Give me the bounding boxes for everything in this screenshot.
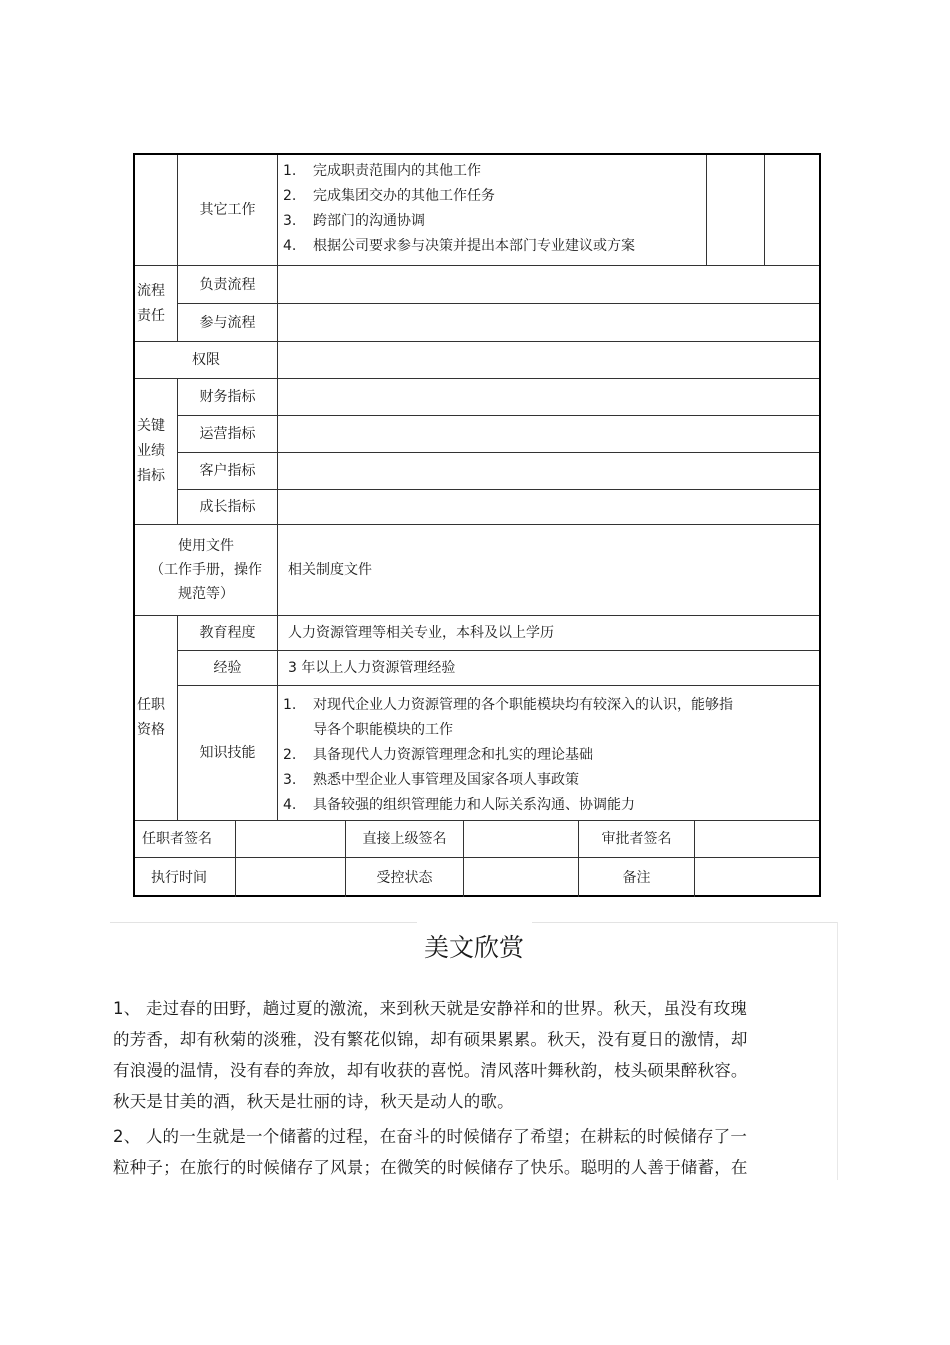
list-item bbox=[283, 768, 813, 793]
list-item-line: 熟悉中型企业人事管理及国家各项人事政策 bbox=[313, 772, 579, 788]
list-item-text: 完成集团交办的其他工作任务 bbox=[313, 188, 495, 204]
growth-kpi-label: 成长指标 bbox=[199, 499, 256, 515]
essay-frame-top-right bbox=[532, 922, 838, 923]
kpi-group-char-1: 关键 bbox=[137, 418, 165, 434]
documents-value: 相关制度文件 bbox=[288, 562, 372, 578]
documents-label-line-3: 规范等） bbox=[178, 586, 234, 602]
kpi-group-char-2: 业绩 bbox=[137, 443, 165, 459]
list-item-text bbox=[313, 693, 733, 743]
skills-label: 知识技能 bbox=[199, 745, 256, 761]
process-group-char-2: 责任 bbox=[137, 307, 165, 324]
list-item-line: 导各个职能模块的工作 bbox=[313, 722, 453, 738]
list-item bbox=[283, 209, 703, 234]
essay-line-3: 有浪漫的温情，没有春的奔放，却有收获的喜悦。清风落叶舞秋韵，枝头硕果醉秋容。 bbox=[113, 1061, 748, 1080]
job-description-table bbox=[133, 153, 821, 897]
responsible-process-label: 负责流程 bbox=[199, 276, 256, 293]
control-status-field[interactable] bbox=[464, 858, 578, 897]
education-value: 人力资源管理等相关专业，本科及以上学历 bbox=[288, 625, 554, 641]
list-item-line: 具备较强的组织管理能力和人际关系沟通、协调能力 bbox=[313, 797, 635, 813]
kpi-group-char-3: 指标 bbox=[137, 468, 165, 484]
essay-line-4: 秋天是甘美的酒，秋天是壮丽的诗，秋天是动人的歌。 bbox=[113, 1092, 514, 1111]
remarks-label: 备注 bbox=[622, 869, 651, 886]
list-item-number: 2. bbox=[283, 747, 297, 763]
qualification-group-char-2: 资格 bbox=[137, 722, 165, 738]
list-item bbox=[283, 743, 813, 768]
list-item-text bbox=[313, 793, 635, 818]
list-item-number: 2. bbox=[283, 188, 297, 204]
list-item-text: 跨部门的沟通协调 bbox=[313, 213, 425, 229]
list-item-line: 对现代企业人力资源管理的各个职能模块均有较深入的认识，能够指 bbox=[313, 697, 733, 713]
essay-line-1: 1、 走过春的田野，趟过夏的激流，来到秋天就是安静祥和的世界。秋天，虽没有玫瑰 bbox=[113, 999, 748, 1018]
finance-kpi-label: 财务指标 bbox=[199, 389, 256, 405]
list-item-number: 1. bbox=[283, 163, 297, 179]
documents-label-line-2: （工作手册，操作 bbox=[150, 562, 262, 578]
qualification-group-char-1: 任职 bbox=[137, 697, 165, 713]
list-item-text: 完成职责范围内的其他工作 bbox=[313, 163, 481, 179]
essay-line-2: 的芳香，却有秋菊的淡雅，没有繁花似锦，却有硕果累累。秋天，没有夏日的激情，却 bbox=[113, 1030, 748, 1049]
essay-line-6: 粒种子；在旅行的时候储存了风景；在微笑的时候储存了快乐。聪明的人善于储蓄，在 bbox=[113, 1158, 748, 1177]
list-item bbox=[283, 184, 703, 209]
authority-label: 权限 bbox=[192, 352, 220, 368]
qualification-group-label bbox=[135, 616, 177, 820]
list-item-text: 根据公司要求参与决策并提出本部门专业建议或方案 bbox=[313, 238, 635, 254]
holder-signature-label: 任职者签名 bbox=[142, 831, 212, 847]
operation-kpi-label: 运营指标 bbox=[199, 426, 256, 442]
control-status-label: 受控状态 bbox=[376, 869, 433, 886]
approver-signature-field[interactable] bbox=[695, 821, 819, 857]
documents-label bbox=[135, 525, 277, 615]
process-group-char-1: 流程 bbox=[137, 282, 165, 299]
list-item-text bbox=[313, 743, 593, 768]
essay-title: 美文欣赏 bbox=[423, 933, 524, 962]
list-item-number: 1. bbox=[283, 697, 297, 713]
supervisor-signature-field[interactable] bbox=[464, 821, 578, 857]
participate-process-label: 参与流程 bbox=[199, 314, 256, 331]
list-item bbox=[283, 793, 813, 818]
supervisor-signature-label: 直接上级签名 bbox=[362, 831, 447, 847]
list-item-text bbox=[313, 768, 579, 793]
holder-signature-field[interactable] bbox=[236, 821, 345, 857]
list-item-number: 4. bbox=[283, 238, 297, 254]
other-work-list bbox=[283, 159, 703, 263]
skills-list bbox=[283, 693, 813, 819]
other-work-label: 其它工作 bbox=[199, 202, 256, 218]
education-label: 教育程度 bbox=[199, 625, 256, 641]
list-item-number: 3. bbox=[283, 772, 297, 788]
process-group-label bbox=[135, 266, 177, 341]
exec-time-label: 执行时间 bbox=[151, 869, 207, 886]
remarks-field[interactable] bbox=[695, 858, 819, 897]
exec-time-field[interactable] bbox=[236, 858, 345, 897]
list-item-number: 3. bbox=[283, 213, 297, 229]
essay-frame-top-left bbox=[110, 922, 417, 923]
experience-label: 经验 bbox=[213, 660, 242, 676]
list-item-number: 4. bbox=[283, 797, 297, 813]
list-item bbox=[283, 693, 813, 743]
list-item-line: 具备现代人力资源管理理念和扎实的理论基础 bbox=[313, 747, 593, 763]
approver-signature-label: 审批者签名 bbox=[601, 831, 672, 847]
documents-label-line-1: 使用文件 bbox=[178, 538, 234, 554]
customer-kpi-label: 客户指标 bbox=[199, 463, 256, 479]
list-item bbox=[283, 159, 703, 184]
list-item bbox=[283, 234, 703, 259]
essay-line-5: 2、 人的一生就是一个储蓄的过程，在奋斗的时候储存了希望；在耕耘的时候储存了一 bbox=[113, 1127, 748, 1146]
essay-section bbox=[110, 922, 838, 1180]
kpi-group-label bbox=[135, 379, 177, 524]
experience-value: 3 年以上人力资源管理经验 bbox=[288, 660, 456, 676]
